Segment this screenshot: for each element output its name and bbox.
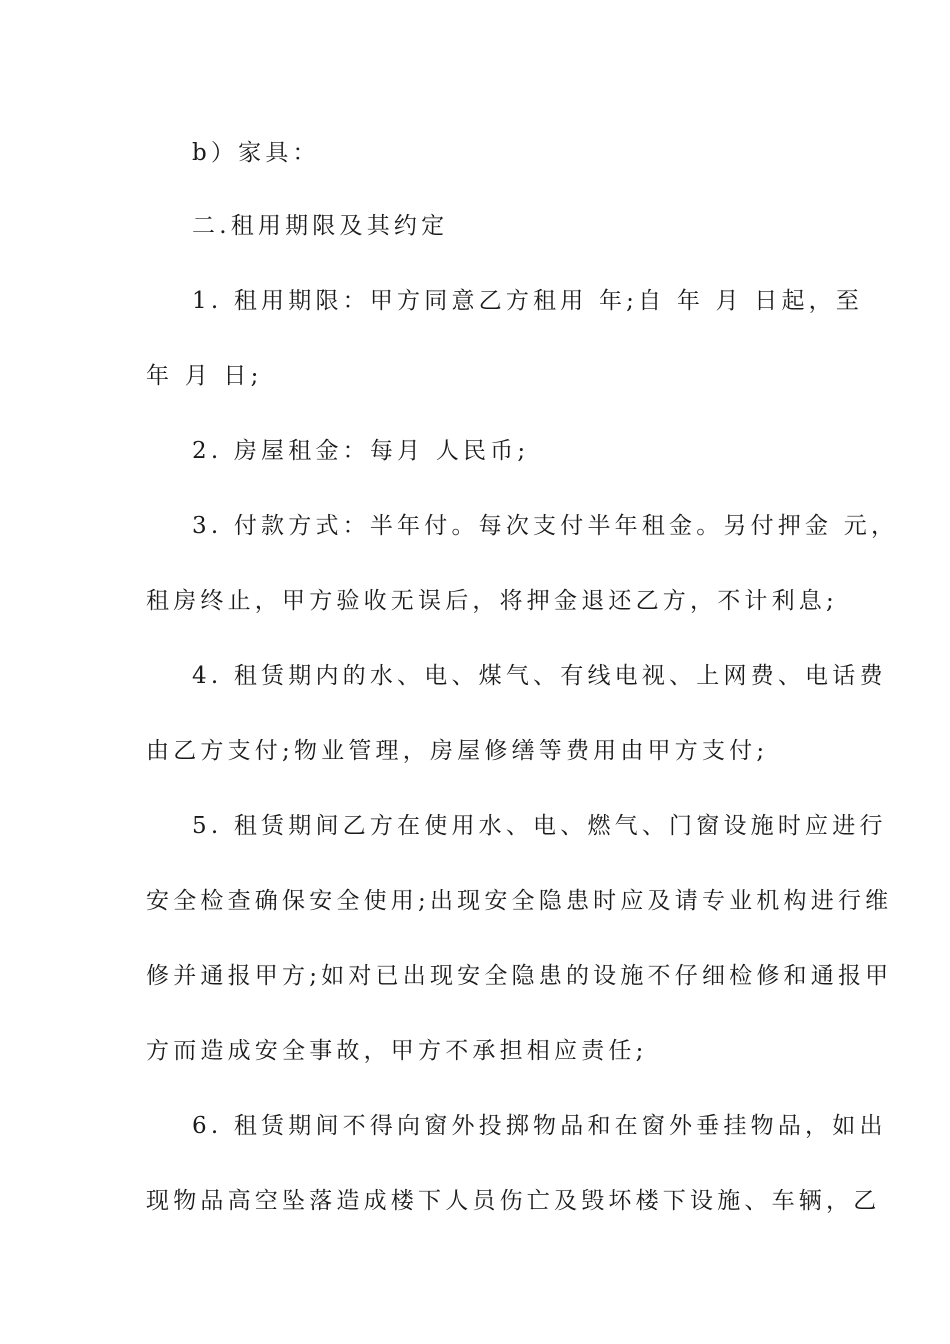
clause-5-line-4: 方而造成安全事故，甲方不承担相应责任; <box>146 1038 648 1064</box>
clause-2-line-1: 2. 房屋租金：每月 人民币; <box>192 438 530 464</box>
clause-3-line-1: 3. 付款方式：半年付。每次支付半年租金。另付押金 元， <box>192 513 899 539</box>
clause-5-line-1: 5. 租赁期间乙方在使用水、电、燃气、门窗设施时应进行 <box>192 813 887 839</box>
clause-6-line-2: 现物品高空坠落造成楼下人员伤亡及毁坏楼下设施、车辆，乙 <box>146 1188 881 1214</box>
clause-1-line-1: 1. 租用期限：甲方同意乙方租用 年;自 年 月 日起，至 <box>192 288 864 314</box>
clause-5-line-2: 安全检查确保安全使用;出现安全隐患时应及请专业机构进行维 <box>146 888 893 914</box>
section-two-heading: 二.租用期限及其约定 <box>192 213 449 239</box>
clause-4-line-1: 4. 租赁期内的水、电、煤气、有线电视、上网费、电话费 <box>192 663 887 689</box>
furniture-item-line: b）家具： <box>192 140 320 166</box>
clause-5-line-3: 修并通报甲方;如对已出现安全隐患的设施不仔细检修和通报甲 <box>146 963 893 989</box>
clause-6-line-1: 6. 租赁期间不得向窗外投掷物品和在窗外垂挂物品，如出 <box>192 1113 887 1139</box>
clause-1-line-2: 年 月 日; <box>146 363 263 389</box>
clause-3-line-2: 租房终止，甲方验收无误后，将押金退还乙方，不计利息; <box>146 588 838 614</box>
clause-4-line-2: 由乙方支付;物业管理，房屋修缮等费用由甲方支付; <box>146 738 769 764</box>
